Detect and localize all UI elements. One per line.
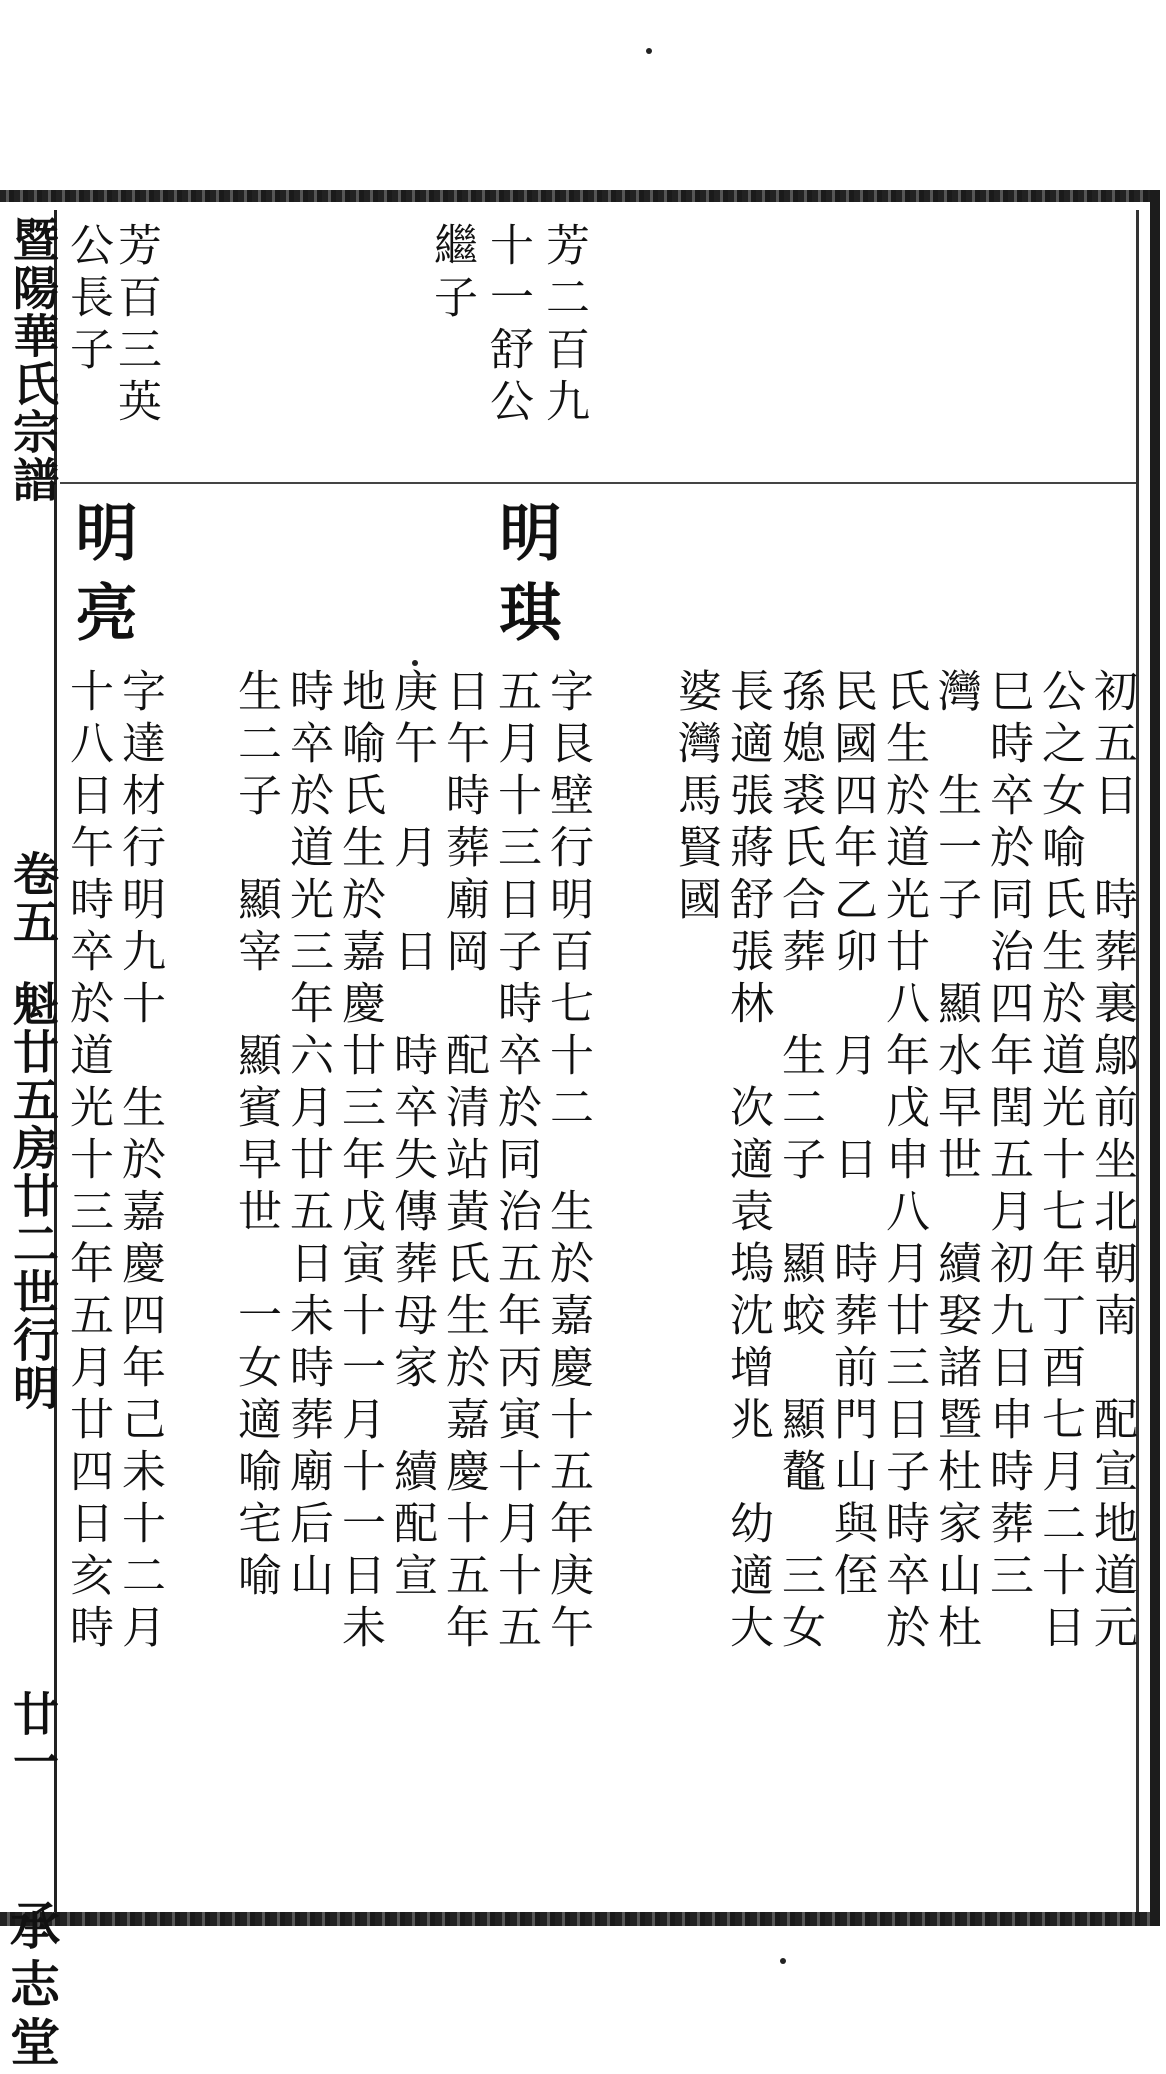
entry-col-12: 日午時葬廟岡 配清站黃氏生於嘉慶十五年 (438, 668, 489, 1656)
name-ming-qi: 明琪 (489, 500, 562, 660)
entry-col-16: 生二子 顯宰 顯賓早世 一女適喻宅喻 (230, 668, 281, 1604)
entry-col-5: 氏生於道光廿八年戊申八月廿三日子時卒於 (878, 668, 929, 1656)
upper-col-3: 繼子 (426, 222, 477, 326)
ink-speck (646, 48, 652, 54)
center-strip (2, 210, 61, 2074)
upper-col-1: 芳二百九 (538, 222, 589, 430)
register-divider (60, 482, 1136, 484)
entry-col-1: 初五日 時葬裏鄔前坐北朝南 配宣地道元 (1086, 668, 1137, 1656)
entry-col-11: 五月十三日子時卒於同治五年丙寅十月十五 (490, 668, 541, 1656)
entry-col-15: 時卒於道光三年六月廿五日未時葬廟后山 (282, 668, 333, 1604)
entry-col-17: 字達材行明九十 生於嘉慶四年己未十二月 (114, 668, 165, 1656)
name-ming-liang: 明亮 (65, 500, 138, 660)
bottom-border (0, 1912, 1158, 1926)
entry-col-6: 民國四年乙卯 月 日 時葬前門山與侄 (826, 668, 877, 1604)
page-number: 廿一 (6, 1690, 60, 1786)
entry-col-10: 字艮壁行明百七十二 生於嘉慶十五年庚午 (542, 668, 593, 1656)
right-border-outer (1150, 190, 1160, 1926)
upper-col-4: 芳百三英 (110, 222, 161, 430)
entry-col-2: 公之女喻氏生於道光十七年丁酉七月二十日 (1034, 668, 1085, 1656)
ink-speck (780, 1958, 786, 1964)
upper-col-5: 公長子 (62, 222, 113, 378)
entry-col-18: 十八日午時卒於道光十三年五月廿四日亥時 (62, 668, 113, 1656)
entry-col-8: 長適張蔣舒張林 次適袁塢沈增兆 幼適大 (722, 668, 773, 1656)
ink-speck (412, 660, 418, 666)
entry-col-4: 灣 生一子 顯水早世 續娶諸暨杜家山杜 (930, 668, 981, 1656)
entry-col-13: 庚午 月 日 時卒失傳葬母家 續配宣 (386, 668, 437, 1604)
entry-col-3: 巳時卒於同治四年閏五月初九日申時葬三 (982, 668, 1033, 1604)
entry-col-7: 孫媳裘氏合葬 生二子 顯蛟 顯鼇 三女 (774, 668, 825, 1656)
volume-label: 卷五 (6, 850, 60, 946)
entry-col-14: 地喻氏生於嘉慶廿三年戊寅十一月十一日未 (334, 668, 385, 1656)
top-border (0, 190, 1158, 202)
entry-col-9: 婆灣馬賢國 (670, 668, 721, 928)
hall-name: 承志堂 (2, 1900, 61, 2074)
section-label: 魁廿五房廿二世行明 (6, 980, 60, 1412)
upper-col-2: 十一舒公 (482, 222, 533, 430)
book-title: 暨陽華氏宗譜 (6, 216, 60, 504)
